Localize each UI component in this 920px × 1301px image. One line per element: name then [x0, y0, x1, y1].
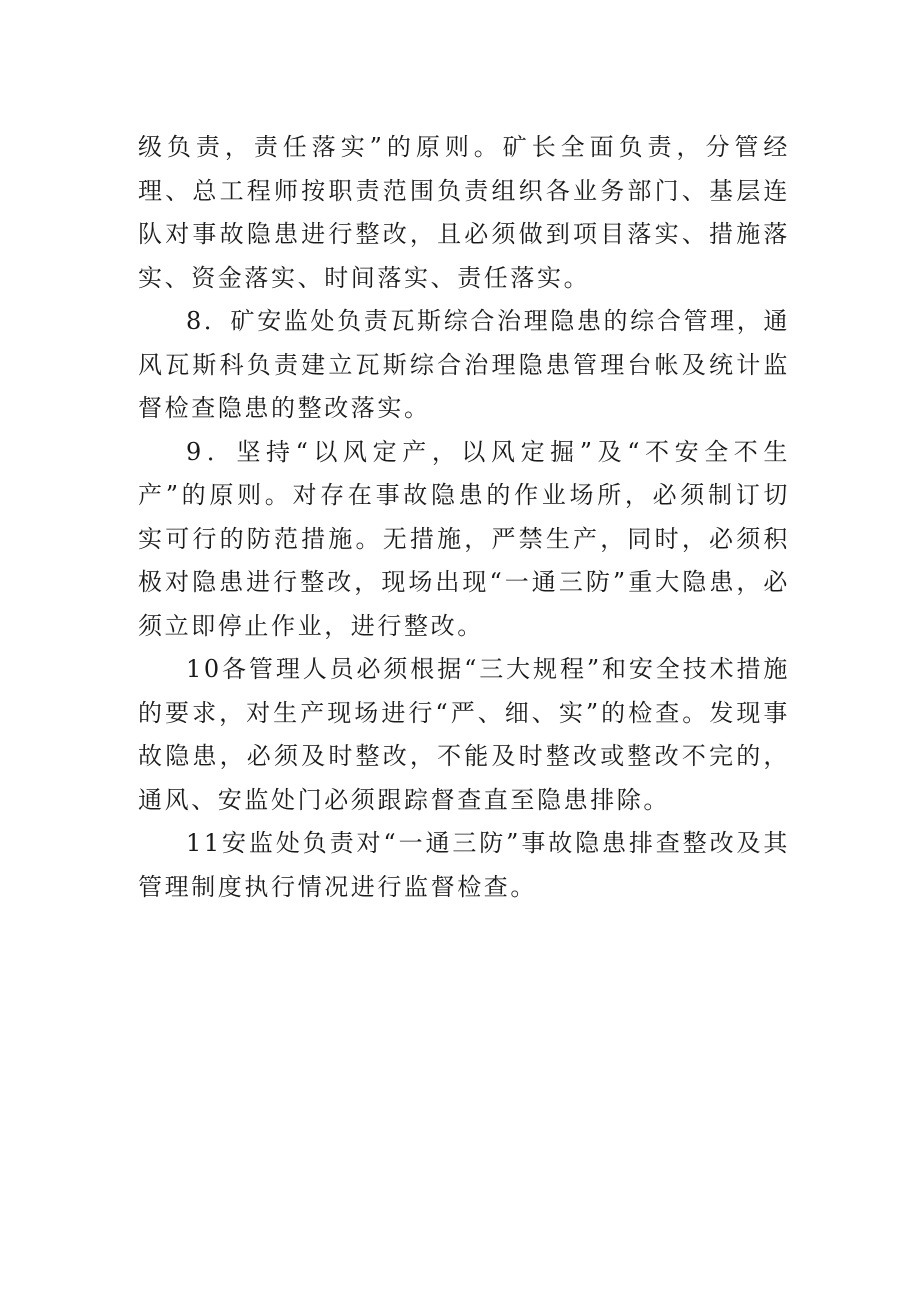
paragraph-item-9: 9．坚持“以风定产，以风定掘”及“不安全不生产”的原则。对存在事故隐患的作业场所，必须制订切实可行的防范措施。无措施，严禁生产，同时，必须积极对隐患进行整改，现场出现“一通三防”重大隐患，必须立即停止作业，进行整改。: [138, 437, 790, 640]
paragraph-item-11: 11安监处负责对“一通三防”事故隐患排查整改及其管理制度执行情况进行监督检查。: [138, 829, 790, 901]
paragraph-item-8: 8．矿安监处负责瓦斯综合治理隐患的综合管理，通风瓦斯科负责建立瓦斯综合治理隐患管理台帐及统计监督检查隐患的整改落实。: [138, 307, 790, 422]
paragraph-item-10: 10各管理人员必须根据“三大规程”和安全技术措施的要求，对生产现场进行“严、细、实”的检查。发现事故隐患，必须及时整改，不能及时整改或整改不完的，通风、安监处门必须跟踪督查直至隐患排除。: [138, 655, 790, 814]
document-body: [138, 126, 790, 909]
paragraph-continued: 级负责，责任落实”的原则。矿长全面负责，分管经理、总工程师按职责范围负责组织各业务部门、基层连队对事故隐患进行整改，且必须做到项目落实、措施落实、资金落实、时间落实、责任落实。: [138, 133, 790, 292]
